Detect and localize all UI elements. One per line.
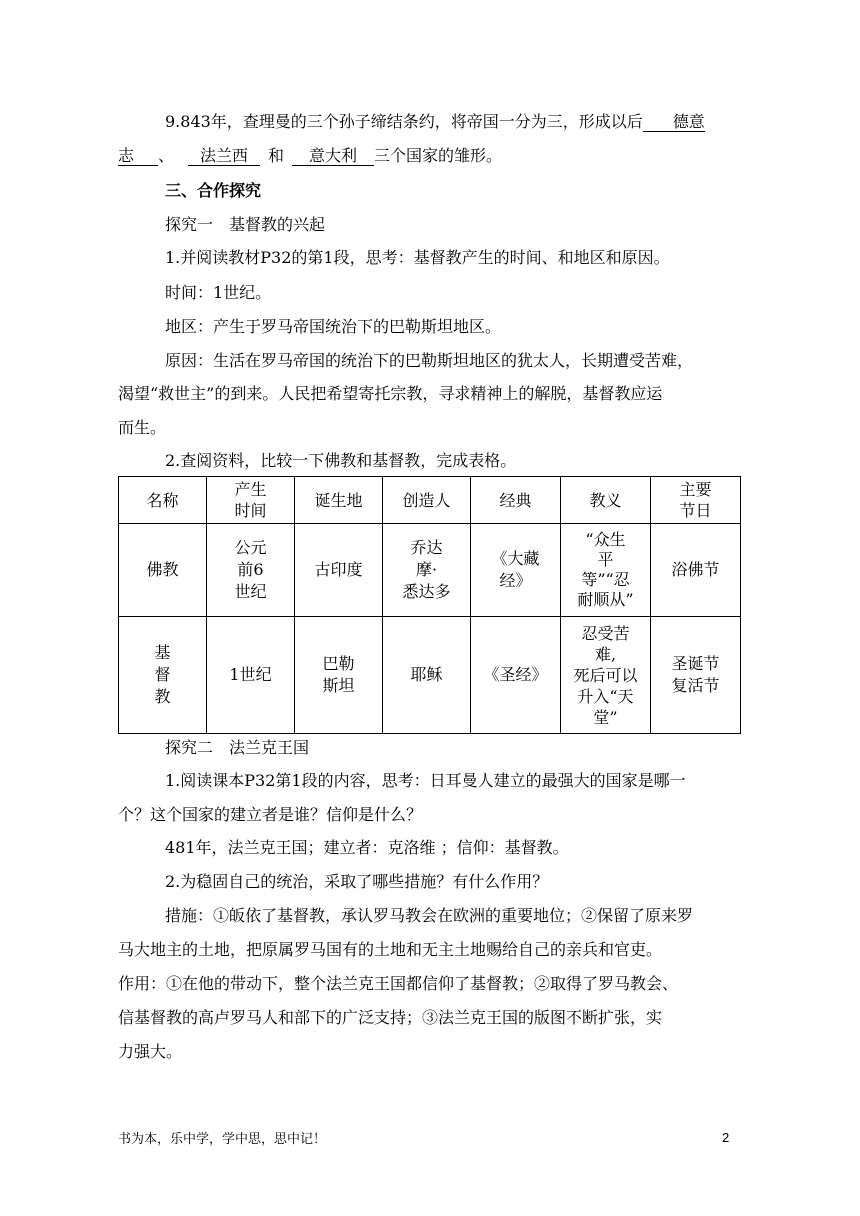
q9-line1	[165, 112, 789, 132]
explore1-q1: 1.并阅读教材P32的第1段，思考：基督教产生的时间、和地区和原因。	[165, 248, 670, 267]
table-cell: 基 督 教	[119, 617, 207, 734]
table-row-christianity	[119, 617, 741, 734]
effect-line2: 信基督教的高卢罗马人和部下的广泛支持；③法兰克王国的版图不断扩张，实	[118, 1008, 663, 1027]
table-cell: 《大藏 经》	[471, 524, 561, 617]
explore2-title: 探究二 法兰克王国	[165, 738, 310, 757]
explore1-title: 探究一 基督教的兴起	[165, 215, 326, 234]
q9-prefix: 9.843年，查理曼的三个孙子缔结条约，将帝国一分为三，形成以后	[165, 112, 643, 131]
table-cell: 公元 前6 世纪	[207, 524, 295, 617]
header-cell: 教义	[561, 477, 651, 524]
explore2-q1-line1: 1.阅读课本P32第1段的内容，思考：日耳曼人建立的最强大的国家是哪一	[165, 771, 686, 790]
explore1-region: 地区：产生于罗马帝国统治下的巴勒斯坦地区。	[165, 317, 502, 336]
table-header-row	[119, 477, 741, 524]
table-row-buddhism	[119, 524, 741, 617]
footer-motto: 书为本，乐中学，学中思，思中记！	[118, 1132, 327, 1147]
table-cell: “众生 平 等”“忍 耐顺从”	[561, 524, 651, 617]
header-cell: 产生 时间	[207, 477, 295, 524]
measures-line2: 马大地主的土地，把原属罗马国有的土地和无主土地赐给自己的亲兵和官吏。	[118, 940, 663, 959]
explore1-q2: 2.查阅资料，比较一下佛教和基督教，完成表格。	[165, 451, 517, 470]
table-cell: 1世纪	[207, 617, 295, 734]
blank-italy: 意大利	[292, 147, 374, 166]
table-cell: 佛教	[119, 524, 207, 617]
measures-line1: 措施：①皈依了基督教，承认罗马教会在欧洲的重要地位；②保留了原来罗	[165, 906, 694, 925]
explore2-answer: 481年，法兰克王国；建立者：克洛维 ；信仰：基督教。	[165, 838, 569, 857]
blank-france: 法兰西	[188, 147, 260, 166]
effect-line1: 作用：①在他的带动下，整个法兰克王国都信仰了基督教；②取得了罗马教会、	[118, 974, 679, 993]
table-cell: 乔达 摩· 悉达多	[383, 524, 471, 617]
explore2-q2: 2.为稳固自己的统治，采取了哪些措施？有什么作用？	[165, 872, 549, 891]
table-cell: 古印度	[295, 524, 383, 617]
blank-germany: 德意	[643, 113, 705, 132]
q9-sep2: 和	[268, 146, 285, 165]
header-cell: 主要 节日	[651, 477, 741, 524]
q9-sep1: 、	[158, 146, 175, 165]
section-title: 三、合作探究	[165, 181, 262, 200]
header-cell: 名称	[119, 477, 207, 524]
explore1-time: 时间：1世纪。	[165, 283, 272, 302]
header-cell: 经典	[471, 477, 561, 524]
explore1-reason-line1: 原因：生活在罗马帝国的统治下的巴勒斯坦地区的犹太人，长期遭受苦难，	[165, 351, 694, 370]
table-cell: 《圣经》	[471, 617, 561, 734]
table-cell: 浴佛节	[651, 524, 741, 617]
page-number: 2	[722, 1130, 730, 1145]
q9-line2	[118, 146, 742, 166]
effect-line3: 力强大。	[118, 1042, 183, 1061]
explore2-q1-line2: 个？这个国家的建立者是谁？信仰是什么？	[118, 805, 423, 824]
q9-suffix: 三个国家的雏形。	[374, 146, 503, 165]
explore1-reason-line2: 渴望“救世主”的到来。人民把希望寄托宗教，寻求精神上的解脱，基督教应运	[118, 384, 663, 403]
table-cell: 巴勒 斯坦	[295, 617, 383, 734]
table-cell: 耶稣	[383, 617, 471, 734]
comparison-table	[118, 476, 741, 734]
table-cell: 圣诞节 复活节	[651, 617, 741, 734]
table-cell: 忍受苦 难, 死后可以 升入“天 堂”	[561, 617, 651, 734]
header-cell: 诞生地	[295, 477, 383, 524]
header-cell: 创造人	[383, 477, 471, 524]
blank-germany-cont: 志	[118, 147, 158, 166]
explore1-reason-line3: 而生。	[118, 418, 167, 437]
